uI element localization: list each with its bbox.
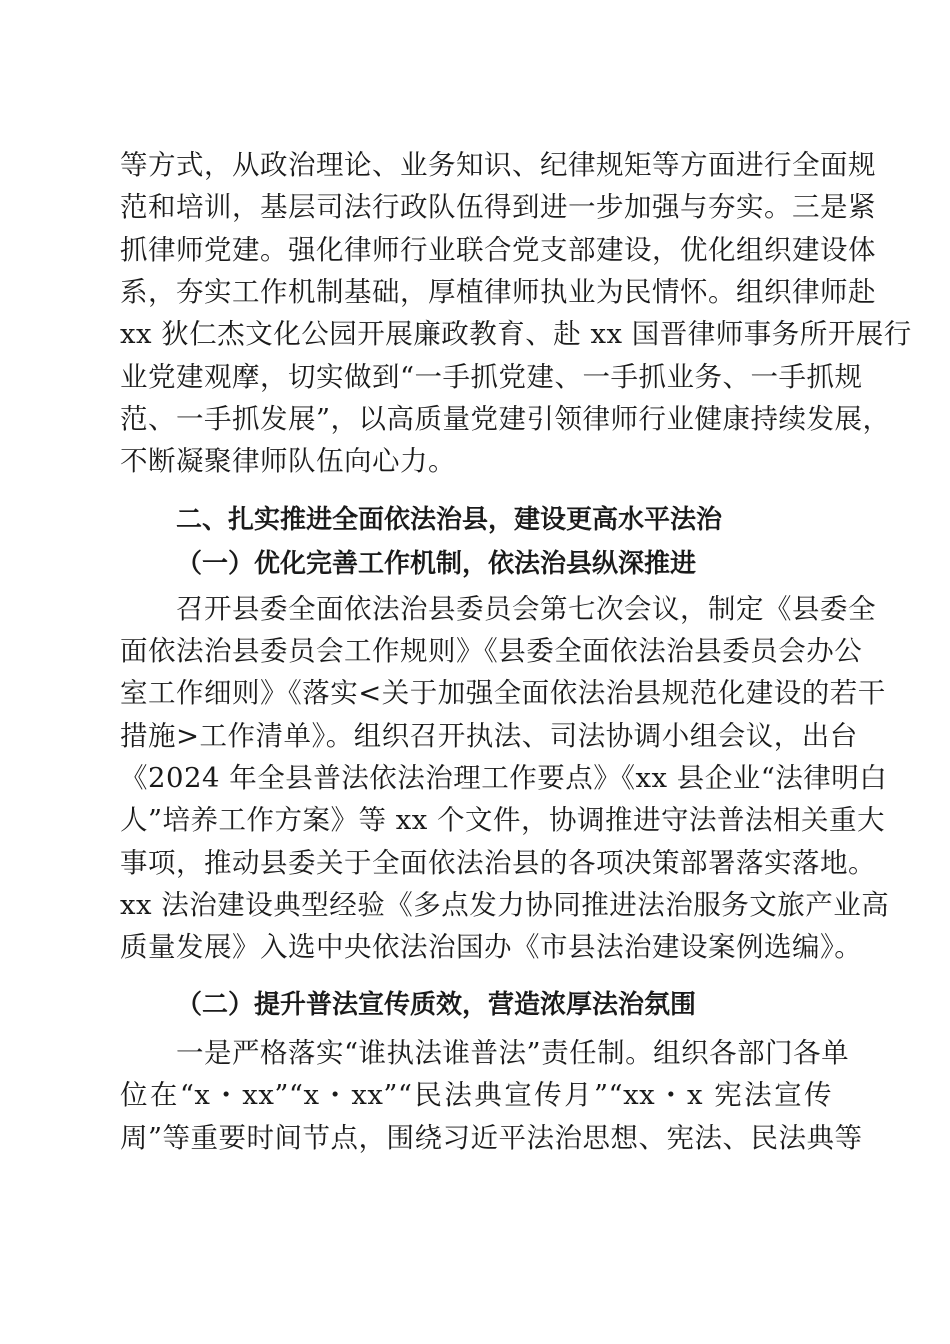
body-text-line: 等方式，从政治理论、业务知识、纪律规矩等方面进行全面规 — [120, 149, 876, 181]
body-text-line: 系，夯实工作机制基础，厚植律师执业为民情怀。组织律师赴 — [120, 276, 876, 308]
body-text-line: 质量发展》入选中央依法治国办《市县法治建设案例选编》。 — [120, 931, 863, 963]
body-text-line: 室工作细则》《落实<关于加强全面依法治县规范化建设的若干 — [120, 677, 886, 709]
body-text-line: 周”等重要时间节点，围绕习近平法治思想、宪法、民法典等 — [120, 1122, 863, 1154]
subsection-heading: （二）提升普法宣传质效，营造浓厚法治氛围 — [176, 990, 697, 1020]
body-text-line: 面依法治县委员会工作规则》《县委全面依法治县委员会办公 — [120, 635, 863, 667]
body-text-line: 位在“x・xx”“x・xx”“民法典宣传月”“xx・x 宪法宣传 — [120, 1079, 832, 1111]
section-heading: 二、扎实推进全面依法治县，建设更高水平法治 — [176, 505, 723, 535]
body-text-line: 人”培养工作方案》等 xx 个文件，协调推进守法普法相关重大 — [120, 804, 886, 836]
body-text-line: xx 法治建设典型经验《多点发力协同推进法治服务文旅产业高 — [120, 889, 890, 921]
body-text-line: 一是严格落实“谁执法谁普法”责任制。组织各部门各单 — [176, 1037, 850, 1069]
body-text-line: 不断凝聚律师队伍向心力。 — [120, 445, 456, 477]
body-text-line: 措施>工作清单》。组织召开执法、司法协调小组会议，出台 — [120, 720, 858, 752]
subsection-heading: （一）优化完善工作机制，依法治县纵深推进 — [176, 549, 697, 579]
body-text-line: 范和培训，基层司法行政队伍得到进一步加强与夯实。三是紧 — [120, 191, 876, 223]
body-text-line: 《2024 年全县普法依法治理工作要点》《xx 县企业“法律明白 — [120, 762, 888, 794]
body-text-line: 业党建观摩，切实做到“一手抓党建、一手抓业务、一手抓规 — [120, 361, 863, 393]
body-text-line: 抓律师党建。强化律师行业联合党支部建设，优化组织建设体 — [120, 234, 876, 266]
body-text-line: 召开县委全面依法治县委员会第七次会议，制定《县委全 — [176, 593, 876, 625]
body-text-line: 事项，推动县委关于全面依法治县的各项决策部署落实落地。 — [120, 847, 876, 879]
body-text-line: 范、一手抓发展”，以高质量党建引领律师行业健康持续发展， — [120, 403, 891, 435]
body-text-line: xx 狄仁杰文化公园开展廉政教育、赴 xx 国晋律师事务所开展行 — [120, 318, 912, 350]
